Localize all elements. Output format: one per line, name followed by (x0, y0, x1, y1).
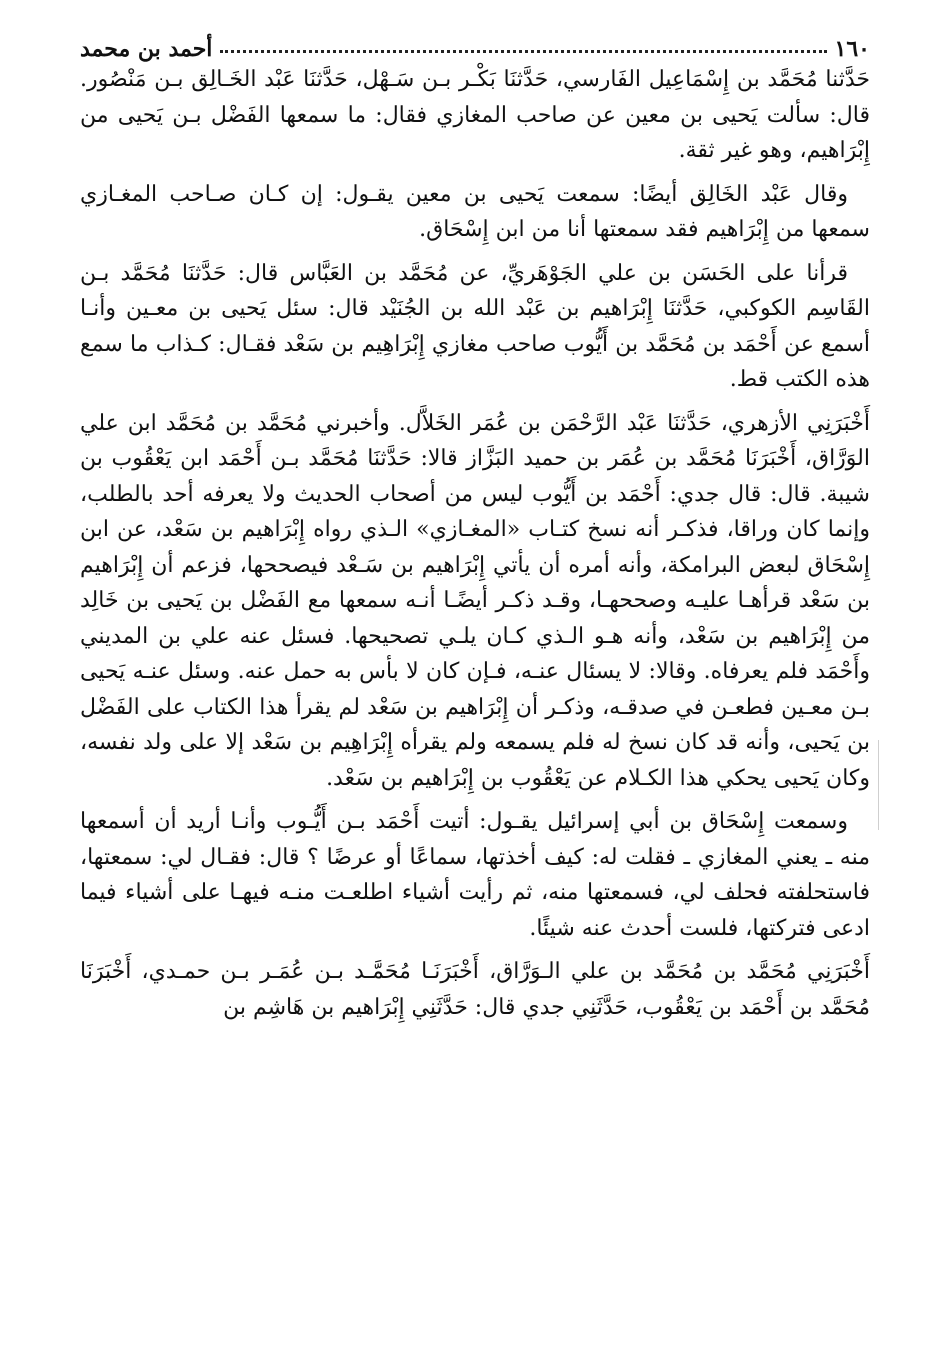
paragraph-6: أَخْبَرَنِي مُحَمَّد بن مُحَمَّد بن علي الـوَرَّاق، أَخْبَرَنَـا مُحَمَّـد بـن عُمَـر بـن حمـدي، أَخْبَرَنَا مُحَمَّد بن أَحْمَد بن يَعْقُوب، حَدَّثَنِي جدي قال: حَدَّثَنِي إِبْرَاهيم بن هَاشِم بن (80, 959, 870, 1020)
book-page (80, 22, 870, 1033)
paragraph-2: وقال عَبْد الخَالِق أيضًا: سمعت يَحيى بن معين يقـول: إن كـان صـاحب المغـازي سمعها من إِبْرَاهيم فقد سمعتها أنا من ابن إِسْحَاق. (80, 181, 870, 242)
paragraph-1: حَدَّثنا مُحَمَّد بن إِسْمَاعِيل الفَارسي، حَدَّثنَا بَكْـر بـن سَـهْل، حَدَّثنَا عَبْد الخَـالِق بـن مَنْصُور. قال: سألت يَحيى بن معين عن صاحب المغازي فقال: ما سمعها الفَضْل بـن يَحيى من إِبْرَاهيم، وهو غير ثقة. (80, 67, 870, 163)
margin-scan-mark (878, 740, 879, 830)
page-body (80, 62, 870, 1025)
running-title: أحمد بن محمد (80, 36, 213, 62)
page-number: ١٦٠ (834, 36, 870, 62)
header-dotted-leader (220, 50, 826, 53)
paragraph-4: أَخْبَرَنِي الأزهري، حَدَّثنَا عَبْد الرَّحْمَن بن عُمَر الخَلاَّل. وأخبرني مُحَمَّد بن مُحَمَّد ابن علي الوَرَّاق، أَخْبَرَنَا مُحَمَّد بن عُمَر بن حميد البَزَّاز قالا: حَدَّثنَا مُحَمَّد بـن أَحْمَد ابن يَعْقُوب بن شيبة. قال: قال جدي: أَحْمَد بن أَيُّوب ليس من أصحاب الحديث ولا يعرفه أحد بالطلب، وإنما كان وراقا، فذكـر أنه نسخ كتـاب «المغـازي» الـذي رواه إِبْرَاهيم بن سَعْد، عن ابن إِسْحَاق لبعض البرامكة، وأنه أمره أن يأتي إِبْرَاهيم بن سَـعْد فيصححها، فزعم أن إِبْرَاهيم بن سَعْد قرأهـا عليـه وصححهـا، وقـد ذكـر أيضًـا أنـه سمعها مع الفَضْل بن يَحيى بن خَالِد من إِبْرَاهيم بن سَعْد، وأنه هـو الـذي كـان يلـي تصحيحها. فسئل عنه علي بن المديني وأَحْمَد فلم يعرفاه. وقالا: لا يسئال عنـه، فـإن كان لا بأس به حمل عنه. وسئل عنـه يَحيى بـن معـين فطعـن في صدقـه، وذكـر أن إِبْرَاهيم بن سَعْد لم يقرأ هذا الكتاب على الفَضْل بن يَحيى، وأنه قد كان نسخ له فلم يسمعه ولم يقرأه إِبْرَاهِيم بن سَعْد إلا على ولد نفسه، وكان يَحيى يحكي هذا الكـلام عن يَعْقُوب بن إِبْرَاهيم بن سَعْد. (80, 410, 870, 791)
page-header (80, 22, 870, 62)
paragraph-5: وسمعت إِسْحَاق بن أبي إسرائيل يقـول: أتيت أَحْمَد بـن أَيُّـوب وأنـا أريد أن أسمعها منه ـ يعني المغازي ـ فقلت له: كيف أخذتها، سماعًا أو عرضًا ؟ قال: فقـال لي: سمعتها، فاستحلفته فحلف لي، فسمعتها منه، ثم رأيت أشياء اطلعـت منـه فيهـا على أشياء فيما ادعى فتركتها، فلست أحدث عنه شيئًا. (80, 809, 870, 941)
paragraph-3: قرأنا على الحَسَن بن علي الجَوْهَريِّ، عن مُحَمَّد بن العَبَّاس قال: حَدَّثنَا مُحَمَّد بـن القَاسِم الكوكبي، حَدَّثنَا إِبْرَاهيم بن عَبْد الله بن الجُنَيْد قال: سئل يَحيى بن معـين وأنـا أسمع عن أَحْمَد بن مُحَمَّد بن أَيُّوب صاحب مغازي إِبْرَاهِيم بن سَعْد فقـال: كـذاب ما سمع هذه الكتب قط. (80, 260, 870, 392)
